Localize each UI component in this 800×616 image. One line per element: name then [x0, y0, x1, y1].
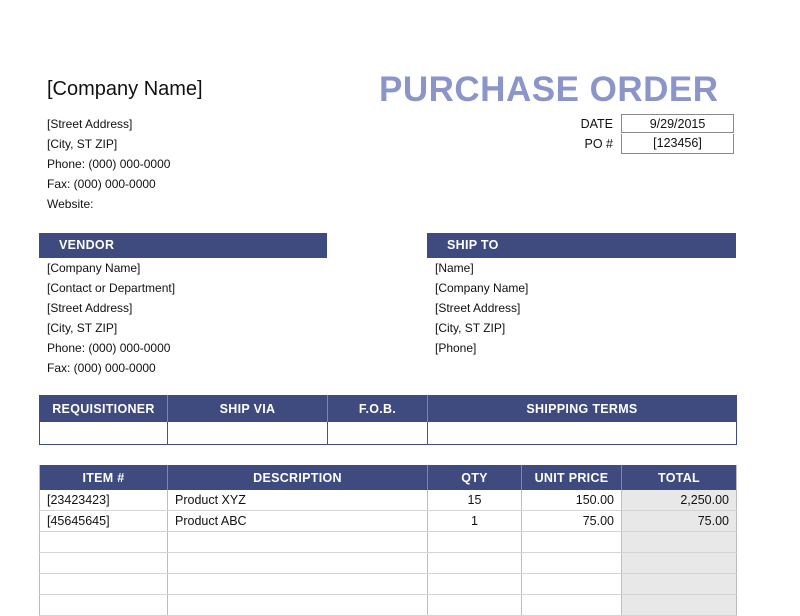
date-label: DATE	[580, 117, 613, 131]
company-phone: Phone: (000) 000-0000	[47, 157, 171, 171]
company-website: Website:	[47, 197, 94, 211]
table-row	[40, 532, 737, 553]
total-cell	[622, 574, 737, 595]
date-field[interactable]: 9/29/2015	[621, 114, 734, 133]
total-cell: 2,250.00	[622, 490, 737, 511]
total-header: TOTAL	[622, 465, 737, 490]
qty-cell[interactable]	[428, 574, 522, 595]
ship-to-line: [City, ST ZIP]	[435, 321, 506, 335]
unit-price-cell[interactable]: 75.00	[522, 511, 622, 532]
qty-cell[interactable]	[428, 553, 522, 574]
company-name: [Company Name]	[47, 78, 203, 100]
table-row	[40, 511, 737, 532]
total-cell	[622, 595, 737, 616]
po-number-label: PO #	[584, 137, 613, 151]
qty-cell[interactable]	[428, 595, 522, 616]
qty-cell[interactable]: 1	[428, 511, 522, 532]
document-title: PURCHASE ORDER	[379, 70, 719, 109]
item-number-cell[interactable]	[40, 532, 168, 553]
shipping-info-table	[39, 395, 737, 445]
vendor-line: [Contact or Department]	[47, 281, 176, 295]
shipping-terms-header: SHIPPING TERMS	[428, 396, 737, 422]
company-street: [Street Address]	[47, 117, 133, 131]
requisitioner-header: REQUISITIONER	[40, 396, 168, 422]
qty-cell[interactable]: 15	[428, 490, 522, 511]
unit-price-cell[interactable]	[522, 553, 622, 574]
description-cell[interactable]	[168, 595, 428, 616]
total-cell: 75.00	[622, 511, 737, 532]
unit-price-cell[interactable]	[522, 574, 622, 595]
ship-to-line: [Name]	[435, 261, 474, 275]
vendor-line: [City, ST ZIP]	[47, 321, 118, 335]
description-header: DESCRIPTION	[168, 465, 428, 490]
shipping-terms-cell[interactable]	[428, 422, 737, 445]
total-cell	[622, 532, 737, 553]
vendor-line: [Company Name]	[47, 261, 141, 275]
requisitioner-cell[interactable]	[40, 422, 168, 445]
company-city: [City, ST ZIP]	[47, 137, 118, 151]
item-number-cell[interactable]	[40, 553, 168, 574]
qty-header: QTY	[428, 465, 522, 490]
description-cell[interactable]: Product XYZ	[168, 490, 428, 511]
description-cell[interactable]: Product ABC	[168, 511, 428, 532]
ship-to-details	[435, 261, 528, 361]
ship-via-header: SHIP VIA	[168, 396, 328, 422]
ship-to-line: [Phone]	[435, 341, 477, 355]
vendor-heading: VENDOR	[39, 233, 327, 258]
unit-price-cell[interactable]: 150.00	[522, 490, 622, 511]
vendor-details	[47, 261, 175, 381]
ship-to-line: [Company Name]	[435, 281, 529, 295]
vendor-line: Phone: (000) 000-0000	[47, 341, 171, 355]
ship-via-cell[interactable]	[168, 422, 328, 445]
vendor-line: [Street Address]	[47, 301, 133, 315]
qty-cell[interactable]	[428, 532, 522, 553]
table-row	[40, 595, 737, 616]
company-fax: Fax: (000) 000-0000	[47, 177, 156, 191]
po-number-field[interactable]: [123456]	[621, 134, 734, 154]
total-cell	[622, 553, 737, 574]
fob-header: F.O.B.	[328, 396, 428, 422]
ship-to-line: [Street Address]	[435, 301, 521, 315]
item-number-cell[interactable]: [23423423]	[40, 490, 168, 511]
item-number-cell[interactable]: [45645645]	[40, 511, 168, 532]
table-row	[40, 553, 737, 574]
item-number-header: ITEM #	[40, 465, 168, 490]
description-cell[interactable]	[168, 532, 428, 553]
ship-to-heading: SHIP TO	[427, 233, 736, 258]
unit-price-cell[interactable]	[522, 532, 622, 553]
description-cell[interactable]	[168, 553, 428, 574]
vendor-line: Fax: (000) 000-0000	[47, 361, 156, 375]
item-number-cell[interactable]	[40, 574, 168, 595]
description-cell[interactable]	[168, 574, 428, 595]
fob-cell[interactable]	[328, 422, 428, 445]
table-row	[40, 490, 737, 511]
unit-price-cell[interactable]	[522, 595, 622, 616]
unit-price-header: UNIT PRICE	[522, 465, 622, 490]
line-items-table	[39, 465, 737, 616]
item-number-cell[interactable]	[40, 595, 168, 616]
table-row	[40, 574, 737, 595]
